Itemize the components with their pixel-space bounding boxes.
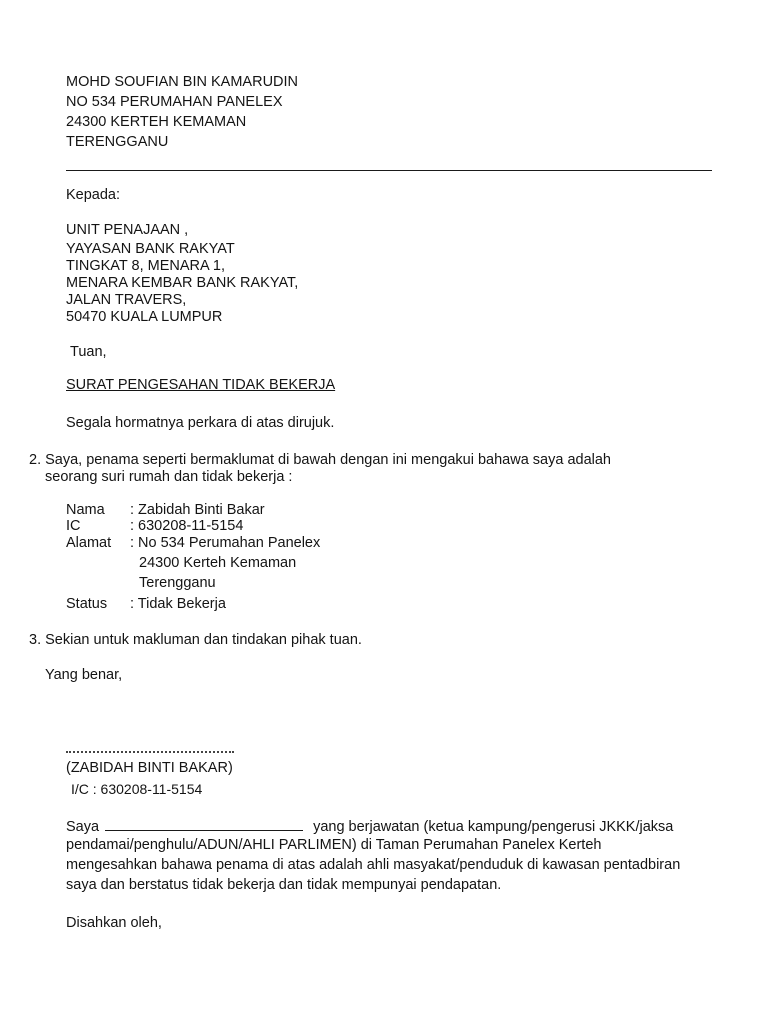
detail-label-ic: IC [66, 518, 81, 534]
recipient-line: UNIT PENAJAAN , [66, 222, 189, 238]
recipient-line: YAYASAN BANK RAKYAT [66, 241, 235, 257]
signature-line [66, 751, 234, 753]
confirmed-by-label: Disahkan oleh, [66, 915, 162, 931]
verification-line [66, 817, 673, 836]
letter-subject: SURAT PENGESAHAN TIDAK BEKERJA [66, 377, 336, 393]
recipient-line: 50470 KUALA LUMPUR [66, 309, 223, 325]
detail-label-name: Nama [66, 502, 105, 518]
verification-line: saya dan berstatus tidak bekerja dan tidak mempunyai pendapatan. [66, 877, 502, 893]
sender-address-line: 24300 KERTEH KEMAMAN [66, 114, 247, 130]
signatory-ic: I/C : 630208-11-5154 [71, 781, 203, 797]
salutation: Tuan, [70, 344, 107, 360]
header-divider [66, 170, 712, 171]
detail-value-status: : Tidak Bekerja [130, 596, 226, 612]
recipient-line: MENARA KEMBAR BANK RAKYAT, [66, 275, 299, 291]
closing: Yang benar, [45, 667, 123, 683]
detail-value-address: : No 534 Perumahan Panelex [130, 535, 321, 551]
recipient-label: Kepada: [66, 187, 121, 203]
verification-line: pendamai/penghulu/ADUN/AHLI PARLIMEN) di Taman Perumahan Panelex Kerteh [66, 837, 602, 853]
recipient-line: TINGKAT 8, MENARA 1, [66, 258, 226, 274]
sender-state: TERENGGANU [66, 134, 169, 150]
detail-label-address: Alamat [66, 535, 112, 551]
verification-line: mengesahkan bahawa penama di atas adalah ahli masyakat/penduduk di kawasan pentadbiran [66, 857, 681, 873]
paragraph-2-line: 2. Saya, penama seperti bermaklumat di bawah dengan ini mengakui bahawa saya adalah [29, 452, 611, 468]
verification-text: yang berjawatan (ketua kampung/pengerusi JKKK/jaksa [313, 819, 674, 835]
sender-address-line: NO 534 PERUMAHAN PANELEX [66, 94, 283, 110]
verification-saya: Saya [66, 819, 100, 835]
detail-label-status: Status [66, 596, 108, 612]
detail-value-name: : Zabidah Binti Bakar [130, 502, 265, 518]
name-blank-field [105, 817, 303, 831]
signatory-name: (ZABIDAH BINTI BAKAR) [66, 760, 233, 776]
paragraph-3: 3. Sekian untuk makluman dan tindakan pihak tuan. [29, 632, 362, 648]
detail-value-ic: : 630208-11-5154 [130, 518, 244, 534]
detail-value-address: 24300 Kerteh Kemaman [139, 555, 297, 571]
paragraph-2-line: seorang suri rumah dan tidak bekerja : [45, 469, 293, 485]
detail-value-address: Terengganu [139, 575, 216, 591]
sender-name: MOHD SOUFIAN BIN KAMARUDIN [66, 74, 299, 90]
intro-paragraph: Segala hormatnya perkara di atas dirujuk. [66, 415, 335, 431]
recipient-line: JALAN TRAVERS, [66, 292, 187, 308]
